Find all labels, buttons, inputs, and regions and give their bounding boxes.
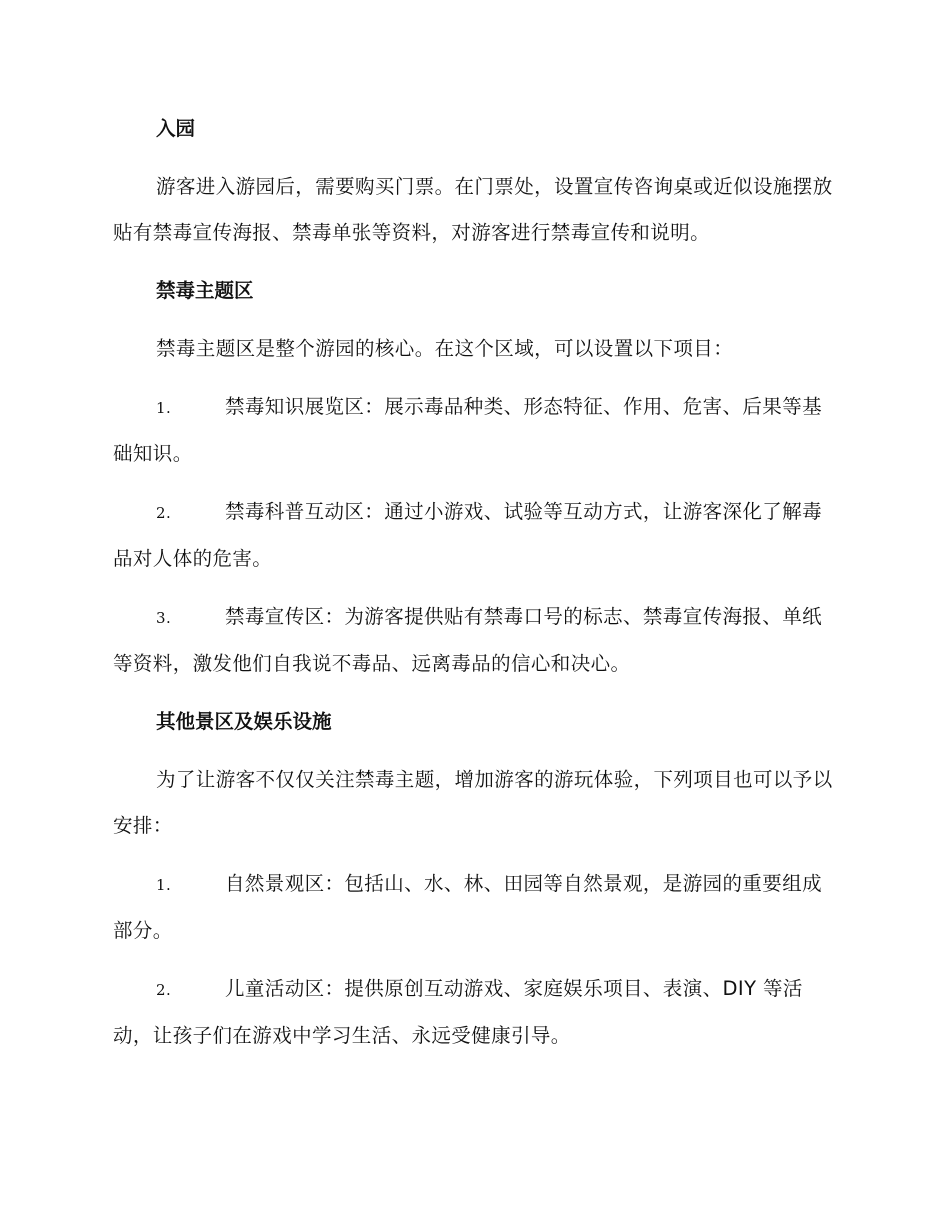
section-heading-other-attractions: 其他景区及娱乐设施 <box>156 710 332 733</box>
list-item-text: 儿童活动区：提供原创互动游戏、家庭娱乐项目、表演、DIY 等活动，让孩子们在游戏中学习生活、永远受健康引导。 <box>113 977 803 1047</box>
list-item <box>113 966 835 1059</box>
section-paragraph-anti-drug-zone: 禁毒主题区是整个游园的核心。在这个区域，可以设置以下项目： <box>156 337 734 360</box>
list-item <box>113 489 835 582</box>
list-item-number: 1. <box>156 399 172 417</box>
section-heading-entry: 入园 <box>156 117 196 140</box>
list-item <box>113 861 835 954</box>
list-item-number: 2. <box>156 981 172 999</box>
list-item-text: 禁毒宣传区：为游客提供贴有禁毒口号的标志、禁毒宣传海报、单纸等资料，激发他们自我说不毒品、远离毒品的信心和决心。 <box>113 605 823 675</box>
list-item-number: 3. <box>156 609 172 627</box>
document-body <box>113 106 835 1071</box>
list-item-text: 禁毒科普互动区：通过小游戏、试验等互动方式，让游客深化了解毒品对人体的危害。 <box>113 500 823 570</box>
list-item-number: 2. <box>156 504 172 522</box>
section-paragraph-other-attractions: 为了让游客不仅仅关注禁毒主题，增加游客的游玩体验，下列项目也可以予以安排： <box>113 768 833 837</box>
list-item-text: 自然景观区：包括山、水、林、田园等自然景观，是游园的重要组成部分。 <box>113 872 823 942</box>
list-item <box>113 594 835 687</box>
list-item <box>113 384 835 477</box>
list-item-text: 禁毒知识展览区：展示毒品种类、形态特征、作用、危害、后果等基础知识。 <box>113 395 823 465</box>
section-heading-anti-drug-zone: 禁毒主题区 <box>156 279 254 302</box>
list-item-number: 1. <box>156 876 172 894</box>
section-paragraph-entry: 游客进入游园后，需要购买门票。在门票处，设置宣传咨询桌或近似设施摆放贴有禁毒宣传海报、禁毒单张等资料，对游客进行禁毒宣传和说明。 <box>113 175 833 244</box>
